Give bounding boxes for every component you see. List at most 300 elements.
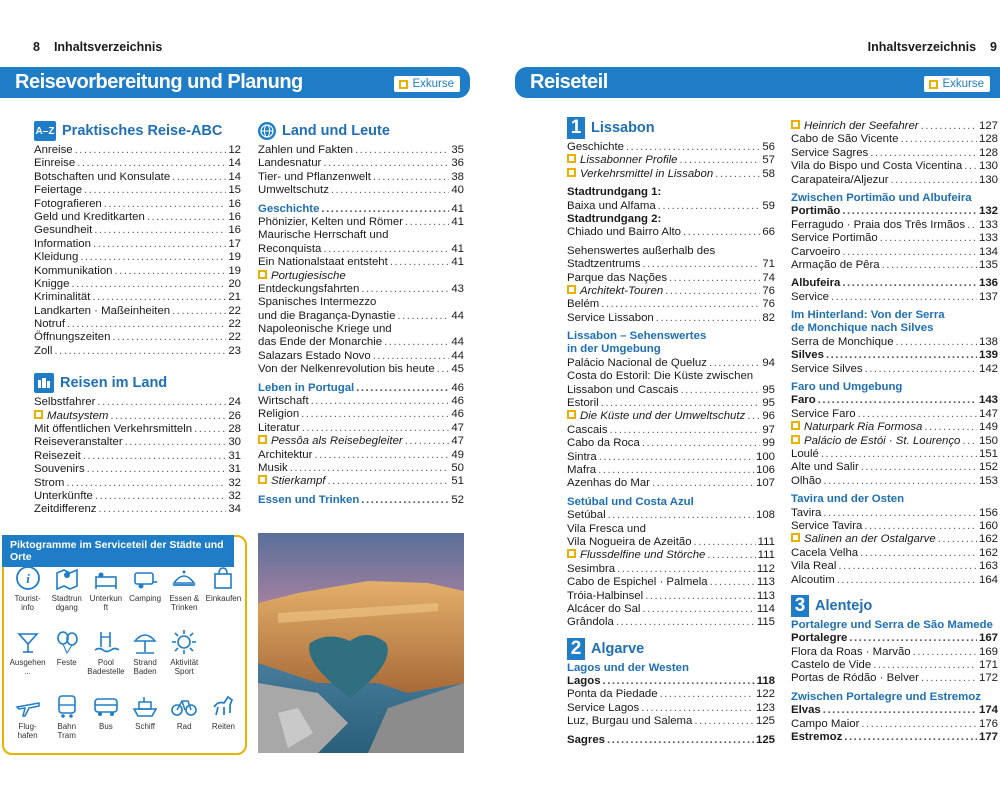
exkurs-icon (791, 421, 800, 430)
exkurs-icon (567, 549, 576, 558)
dot-leader (98, 503, 226, 516)
toc-entry-title: Architektur (258, 448, 313, 461)
toc-entry-title: Baixa und Alfama (567, 199, 656, 212)
toc-entry (34, 251, 241, 264)
toc-page-number: 28 (228, 423, 241, 436)
toc-entry-title: Maurische Herrschaft und (258, 229, 389, 242)
bus-icon (34, 373, 54, 393)
toc-entry (34, 477, 241, 490)
toc-entry-title: Stadtzentrums (567, 258, 641, 271)
section-abc-header (34, 120, 241, 142)
pictogram-label: Einkaufen (205, 594, 242, 603)
pictogram-label: Aktivität Sport (170, 658, 199, 676)
toc-entry-title: Cabo da Roca (567, 437, 640, 450)
toc-entry (791, 659, 998, 672)
dot-leader (818, 394, 977, 407)
dot-leader (194, 423, 226, 436)
toc-page-number: 123 (755, 701, 775, 714)
toc-page-number: 169 (978, 645, 998, 658)
toc-page-number: 130 (978, 160, 998, 173)
dot-leader (921, 672, 977, 685)
dot-leader (115, 265, 227, 278)
toc-page-number: 41 (451, 256, 464, 269)
dot-leader (865, 363, 977, 376)
toc-entry-title: Pessôa als Reisebegleiter (271, 435, 403, 448)
toc-entry (791, 731, 998, 744)
toc-entry-title: Alcácer do Sal (567, 602, 641, 615)
toc-entry-title: Sehenswertes außerhalb des (567, 244, 716, 257)
dot-leader (390, 256, 450, 269)
toc-entry (567, 590, 775, 603)
section-3-header (791, 595, 998, 617)
toc-page-number: 128 (978, 146, 998, 159)
toc-entry (567, 141, 775, 154)
umbrella-icon (132, 629, 158, 655)
toc-entry (34, 423, 241, 436)
dot-leader (747, 410, 760, 423)
toc-entry (258, 336, 464, 349)
toc-page-number: 118 (756, 675, 775, 688)
pool-icon (93, 629, 119, 655)
toc-page-number: 95 (762, 383, 775, 396)
toc-page-number: 24 (228, 396, 241, 409)
dot-leader (844, 731, 977, 744)
pictogram-label: Ausgehen ... (9, 658, 46, 676)
pictogram-item (204, 565, 243, 625)
exkurs-icon (929, 80, 938, 89)
toc-entry-title: Reisezeit (34, 449, 81, 462)
dot-leader (864, 520, 977, 533)
pictogram-label: Feste (56, 658, 77, 667)
toc-entry-title: Kriminalität (34, 291, 91, 304)
toc-entry-title: Geschichte (567, 141, 624, 153)
toc-page-number: 106 (755, 463, 775, 476)
toc-entry (791, 646, 998, 659)
toc-entry (567, 715, 775, 728)
toc-entry (567, 437, 775, 450)
toc-entry-title: Salinen an der Ostalgarve (804, 533, 936, 546)
dot-leader (66, 477, 226, 490)
toc-entry-title: Stierkampf (271, 475, 326, 488)
toc-page-number: 21 (228, 291, 241, 304)
dot-leader (67, 318, 226, 331)
dot-leader (437, 363, 450, 376)
pictogram-label: Stadtrun dgang (51, 594, 82, 612)
pictogram-label: Bus (99, 722, 113, 731)
dot-leader (87, 463, 227, 476)
toc-entry (34, 198, 241, 211)
pictogram-item (86, 565, 125, 625)
dot-leader (104, 198, 227, 211)
toc-entry (258, 408, 464, 421)
dot-leader (880, 232, 977, 245)
toc-entry (258, 184, 464, 197)
dot-leader (71, 278, 226, 291)
toc-page-number: 156 (978, 506, 998, 519)
lissabon-list (567, 141, 775, 630)
toc-entry-title: Geld und Kreditkarten (34, 210, 145, 223)
toc-page-number: 16 (228, 210, 241, 223)
dot-leader (707, 549, 755, 562)
toc-entry-title: Strom (34, 476, 65, 489)
toc-entry (34, 318, 241, 331)
bike-icon (171, 693, 197, 719)
dot-leader (311, 395, 450, 408)
toc-entry (567, 603, 775, 616)
toc-entry (791, 192, 998, 205)
toc-entry (791, 520, 998, 533)
toc-entry-title: Zwischen Portalegre und Estremoz (791, 690, 981, 703)
toc-entry (567, 370, 775, 383)
pictogram-label: Essen & Trinken (169, 594, 200, 612)
exkurs-icon (258, 435, 267, 444)
toc-entry (567, 357, 775, 370)
toc-entry-title: Literatur (258, 421, 300, 434)
section-reisen-header (34, 372, 241, 394)
pictogram-label: Flug- hafen (17, 722, 38, 740)
exkurs-icon (567, 410, 576, 419)
cocktail-icon (15, 629, 41, 655)
toc-entry (258, 350, 464, 363)
toc-entry-title: Im Hinterland: Von der Serra (791, 309, 945, 322)
toc-entry-title: Ponta da Piedade (567, 688, 658, 701)
toc-entry-title: Luz, Burgau und Salema (567, 715, 693, 728)
toc-page-number: 152 (978, 461, 998, 474)
toc-page-number: 138 (978, 335, 998, 348)
toc-entry-title: Reconquista (258, 242, 322, 255)
toc-entry (34, 503, 241, 516)
exkurse-label-right: Exkurse (942, 78, 984, 90)
dot-leader (361, 283, 449, 296)
toc-entry-title: Mafra (567, 463, 597, 476)
algarve-list-1 (567, 662, 775, 747)
exkurs-icon (791, 533, 800, 542)
toc-entry (567, 168, 775, 181)
dot-leader (642, 258, 760, 271)
section-2-header (567, 638, 775, 660)
toc-entry (791, 309, 998, 322)
dot-leader (645, 590, 755, 603)
toc-entry-title: Portalegre (791, 632, 848, 645)
svg-text:i: i (25, 571, 30, 586)
section-1-header (567, 117, 775, 139)
toc-entry (791, 691, 998, 704)
toc-entry (791, 133, 998, 146)
toc-entry-title: Service Faro (791, 407, 856, 420)
toc-entry-title: Geschichte (258, 202, 320, 215)
dot-leader (172, 171, 226, 184)
dot-leader (861, 718, 977, 731)
toc-page-number: 151 (978, 447, 998, 460)
toc-entry (258, 435, 464, 448)
toc-page-number: 51 (451, 475, 464, 488)
globe-icon (258, 122, 276, 140)
toc-entry (791, 381, 998, 394)
toc-entry (567, 616, 775, 629)
dot-leader (125, 436, 227, 449)
toc-page-number: 17 (228, 237, 241, 250)
toc-entry-title: Salazars Estado Novo (258, 349, 371, 362)
toc-entry-title: Lissabonner Profile (580, 154, 678, 167)
toc-entry-title: Chiado und Bairro Alto (567, 226, 681, 239)
dot-leader (680, 154, 761, 167)
sun-icon (210, 629, 236, 655)
pictogram-item (86, 693, 125, 753)
toc-entry (258, 363, 464, 376)
dot-leader (601, 298, 760, 311)
dot-leader (823, 704, 977, 717)
pictogram-label: Bahn Tram (57, 722, 77, 740)
toc-entry-title: Flussdelfine und Störche (580, 549, 706, 562)
toc-entry-title: Napoleonische Kriege und (258, 323, 392, 336)
toc-entry-title: Gesundheit (34, 224, 93, 237)
toc-entry (567, 154, 775, 167)
toc-page-number: 176 (978, 717, 998, 730)
toc-page-number: 142 (978, 362, 998, 375)
toc-entry (258, 310, 464, 323)
toc-entry (258, 171, 464, 184)
pictogram-item (8, 629, 47, 689)
toc-entry-title: Cascais (567, 423, 608, 436)
dot-leader (831, 291, 977, 304)
pictogram-item (126, 693, 165, 753)
dot-leader (680, 384, 760, 397)
dot-leader (710, 576, 755, 589)
pictogram-item (8, 565, 47, 625)
dot-leader (967, 219, 977, 232)
toc-entry (34, 345, 241, 358)
dot-leader (172, 305, 226, 318)
toc-entry-title: Feiertage (34, 184, 83, 197)
dot-leader (921, 120, 977, 133)
toc-entry-title: Einreise (34, 157, 76, 170)
toc-entry (34, 331, 241, 344)
dot-leader (669, 272, 760, 285)
toc-entry-title: Carvoeiro (791, 245, 841, 258)
toc-entry-title: Serra de Monchique (791, 335, 894, 348)
toc-entry-title: Castelo de Vide (791, 659, 872, 672)
toc-page-number: 44 (451, 336, 464, 349)
toc-entry-title: Alte und Salir (791, 461, 859, 474)
toc-entry-title: Service Tavira (791, 519, 863, 532)
toc-page-number: 59 (762, 199, 775, 212)
dot-leader (715, 168, 760, 181)
toc-entry (258, 283, 464, 296)
dot-leader (384, 336, 449, 349)
toc-entry-title: Landkarten · Maßeinheiten (34, 304, 171, 317)
dot-leader (97, 396, 226, 409)
right-page-title: Inhaltsverzeichnis (867, 40, 977, 54)
coast-photo (258, 533, 464, 753)
toc-entry-title: Unterkünfte (34, 489, 93, 502)
toc-page-number: 143 (978, 394, 998, 407)
toc-entry (567, 563, 775, 576)
toc-entry-title: Costa do Estoril: Die Küste zwischen (567, 370, 754, 383)
toc-page-number: 32 (228, 489, 241, 502)
toc-page-number: 150 (978, 434, 998, 447)
dot-leader (660, 688, 754, 701)
toc-page-number: 82 (762, 311, 775, 324)
toc-page-number: 164 (978, 573, 998, 586)
right-page-number: 9 (990, 40, 997, 54)
toc-entry-title: Palácio Nacional de Queluz (567, 356, 707, 369)
pictogram-item (126, 565, 165, 625)
section-land-header (258, 120, 464, 142)
toc-page-number: 19 (228, 251, 241, 264)
dot-leader (147, 211, 227, 224)
toc-entry (34, 463, 241, 476)
exkurse-legend-right (924, 76, 990, 92)
toc-page-number: 45 (451, 363, 464, 376)
toc-entry (258, 422, 464, 435)
toc-entry (34, 144, 241, 157)
toc-entry-title: Portalegre und Serra de São Mamede (791, 618, 993, 631)
dot-leader (112, 331, 226, 344)
toc-entry (567, 285, 775, 298)
toc-entry (34, 291, 241, 304)
toc-page-number: 136 (978, 277, 998, 290)
land-list (258, 144, 464, 507)
toc-entry (791, 718, 998, 731)
toc-page-number: 71 (762, 258, 775, 271)
toc-entry (791, 322, 998, 335)
toc-entry (567, 464, 775, 477)
toc-entry-title: Lissabon – Sehenswertes (567, 330, 707, 343)
dot-leader (598, 464, 754, 477)
toc-entry (567, 734, 775, 747)
toc-page-number: 97 (762, 423, 775, 436)
toc-entry (567, 272, 775, 285)
toc-entry-title: Lagos und der Westen (567, 661, 689, 674)
dot-leader (656, 312, 761, 325)
toc-entry (34, 184, 241, 197)
toc-entry (258, 243, 464, 256)
toc-entry-title: Grândola (567, 616, 614, 629)
toc-entry-title: Cabo de Espichel · Palmela (567, 576, 708, 589)
toc-entry (258, 462, 464, 475)
toc-entry (791, 394, 998, 407)
toc-entry (258, 229, 464, 242)
pictogram-item (165, 629, 204, 689)
dot-leader (302, 422, 450, 435)
pictogram-item (47, 629, 86, 689)
toc-page-number: 16 (228, 224, 241, 237)
toc-entry (791, 574, 998, 587)
toc-entry (34, 265, 241, 278)
toc-entry (567, 330, 775, 343)
dot-leader (658, 200, 761, 213)
dot-leader (84, 184, 226, 197)
toc-entry (258, 475, 464, 488)
pictogram-label: Reiten (211, 722, 235, 731)
toc-entry-title: Azenhas do Mar (567, 477, 650, 490)
balloons-icon (54, 629, 80, 655)
toc-entry-title: Vila Fresca und (567, 522, 646, 535)
toc-entry-title: Sintra (567, 450, 597, 463)
toc-entry (791, 120, 998, 133)
toc-entry (258, 323, 464, 336)
toc-entry-title: das Ende der Monarchie (258, 336, 383, 349)
toc-page-number: 44 (451, 349, 464, 362)
toc-page-number: 22 (228, 304, 241, 317)
toc-entry-title: Spanisches Intermezzo (258, 296, 377, 309)
toc-entry (567, 549, 775, 562)
toc-page-number: 26 (228, 409, 241, 422)
toc-entry (791, 533, 998, 546)
toc-page-number: 43 (451, 282, 464, 295)
pictogram-label: Pool Badestelle (87, 658, 125, 676)
toc-entry-title: Verkehrsmittel in Lissabon (580, 167, 714, 180)
column-algarve (791, 120, 998, 744)
toc-entry-title: Belém (567, 298, 600, 311)
toc-entry-title: Mautsystem (47, 409, 109, 422)
toc-page-number: 95 (762, 397, 775, 410)
toc-entry-title: Parque das Nações (567, 271, 668, 284)
pictogram-legend (2, 535, 247, 755)
exkurs-icon (34, 410, 43, 419)
toc-entry (791, 547, 998, 560)
toc-page-number: 108 (755, 509, 775, 522)
toc-page-number: 49 (451, 448, 464, 461)
toc-entry (567, 343, 775, 356)
toc-entry-title: Souvenirs (34, 463, 85, 476)
toc-entry (34, 436, 241, 449)
dot-leader (709, 357, 760, 370)
toc-page-number: 99 (762, 437, 775, 450)
banner-planning (0, 67, 470, 98)
toc-page-number: 107 (755, 477, 775, 490)
toc-entry (791, 291, 998, 304)
toc-page-number: 76 (762, 284, 775, 297)
toc-page-number: 112 (756, 562, 775, 575)
toc-entry (791, 448, 998, 461)
toc-entry-title: Musik (258, 461, 288, 474)
toc-page-number: 100 (755, 450, 775, 463)
toc-entry-title: Portas de Ródão · Belver (791, 672, 919, 685)
toc-entry (34, 238, 241, 251)
toc-page-number: 30 (228, 436, 241, 449)
left-running-head (33, 40, 162, 54)
toc-entry-title: Architekt-Touren (580, 284, 664, 297)
toc-entry (258, 296, 464, 309)
toc-entry-title: Armação de Pêra (791, 258, 880, 271)
pictogram-label: Camping (129, 594, 162, 603)
toc-entry (34, 157, 241, 170)
toc-page-number: 47 (451, 421, 464, 434)
toc-entry-title: Entdeckungsfahrten (258, 282, 360, 295)
toc-entry (567, 509, 775, 522)
dot-leader (642, 437, 761, 450)
toc-page-number: 172 (978, 672, 998, 685)
toc-entry-title: in der Umgebung (567, 343, 661, 356)
toc-entry-title: Zwischen Portimão und Albufeira (791, 191, 972, 204)
toc-page-number: 66 (762, 226, 775, 239)
dot-leader (821, 448, 977, 461)
dot-leader (826, 349, 977, 362)
toc-page-number: 133 (978, 232, 998, 245)
toc-page-number: 44 (451, 309, 464, 322)
toc-entry (258, 144, 464, 157)
toc-entry (258, 256, 464, 269)
toc-entry (791, 408, 998, 421)
toc-page-number: 177 (978, 731, 998, 744)
toc-page-number: 163 (978, 560, 998, 573)
toc-entry (791, 475, 998, 488)
toc-entry-title: Lissabon und Cascais (567, 383, 679, 396)
toc-entry-title: Essen und Trinken (258, 493, 360, 506)
algarve-list-2 (791, 120, 998, 587)
toc-entry (567, 410, 775, 423)
